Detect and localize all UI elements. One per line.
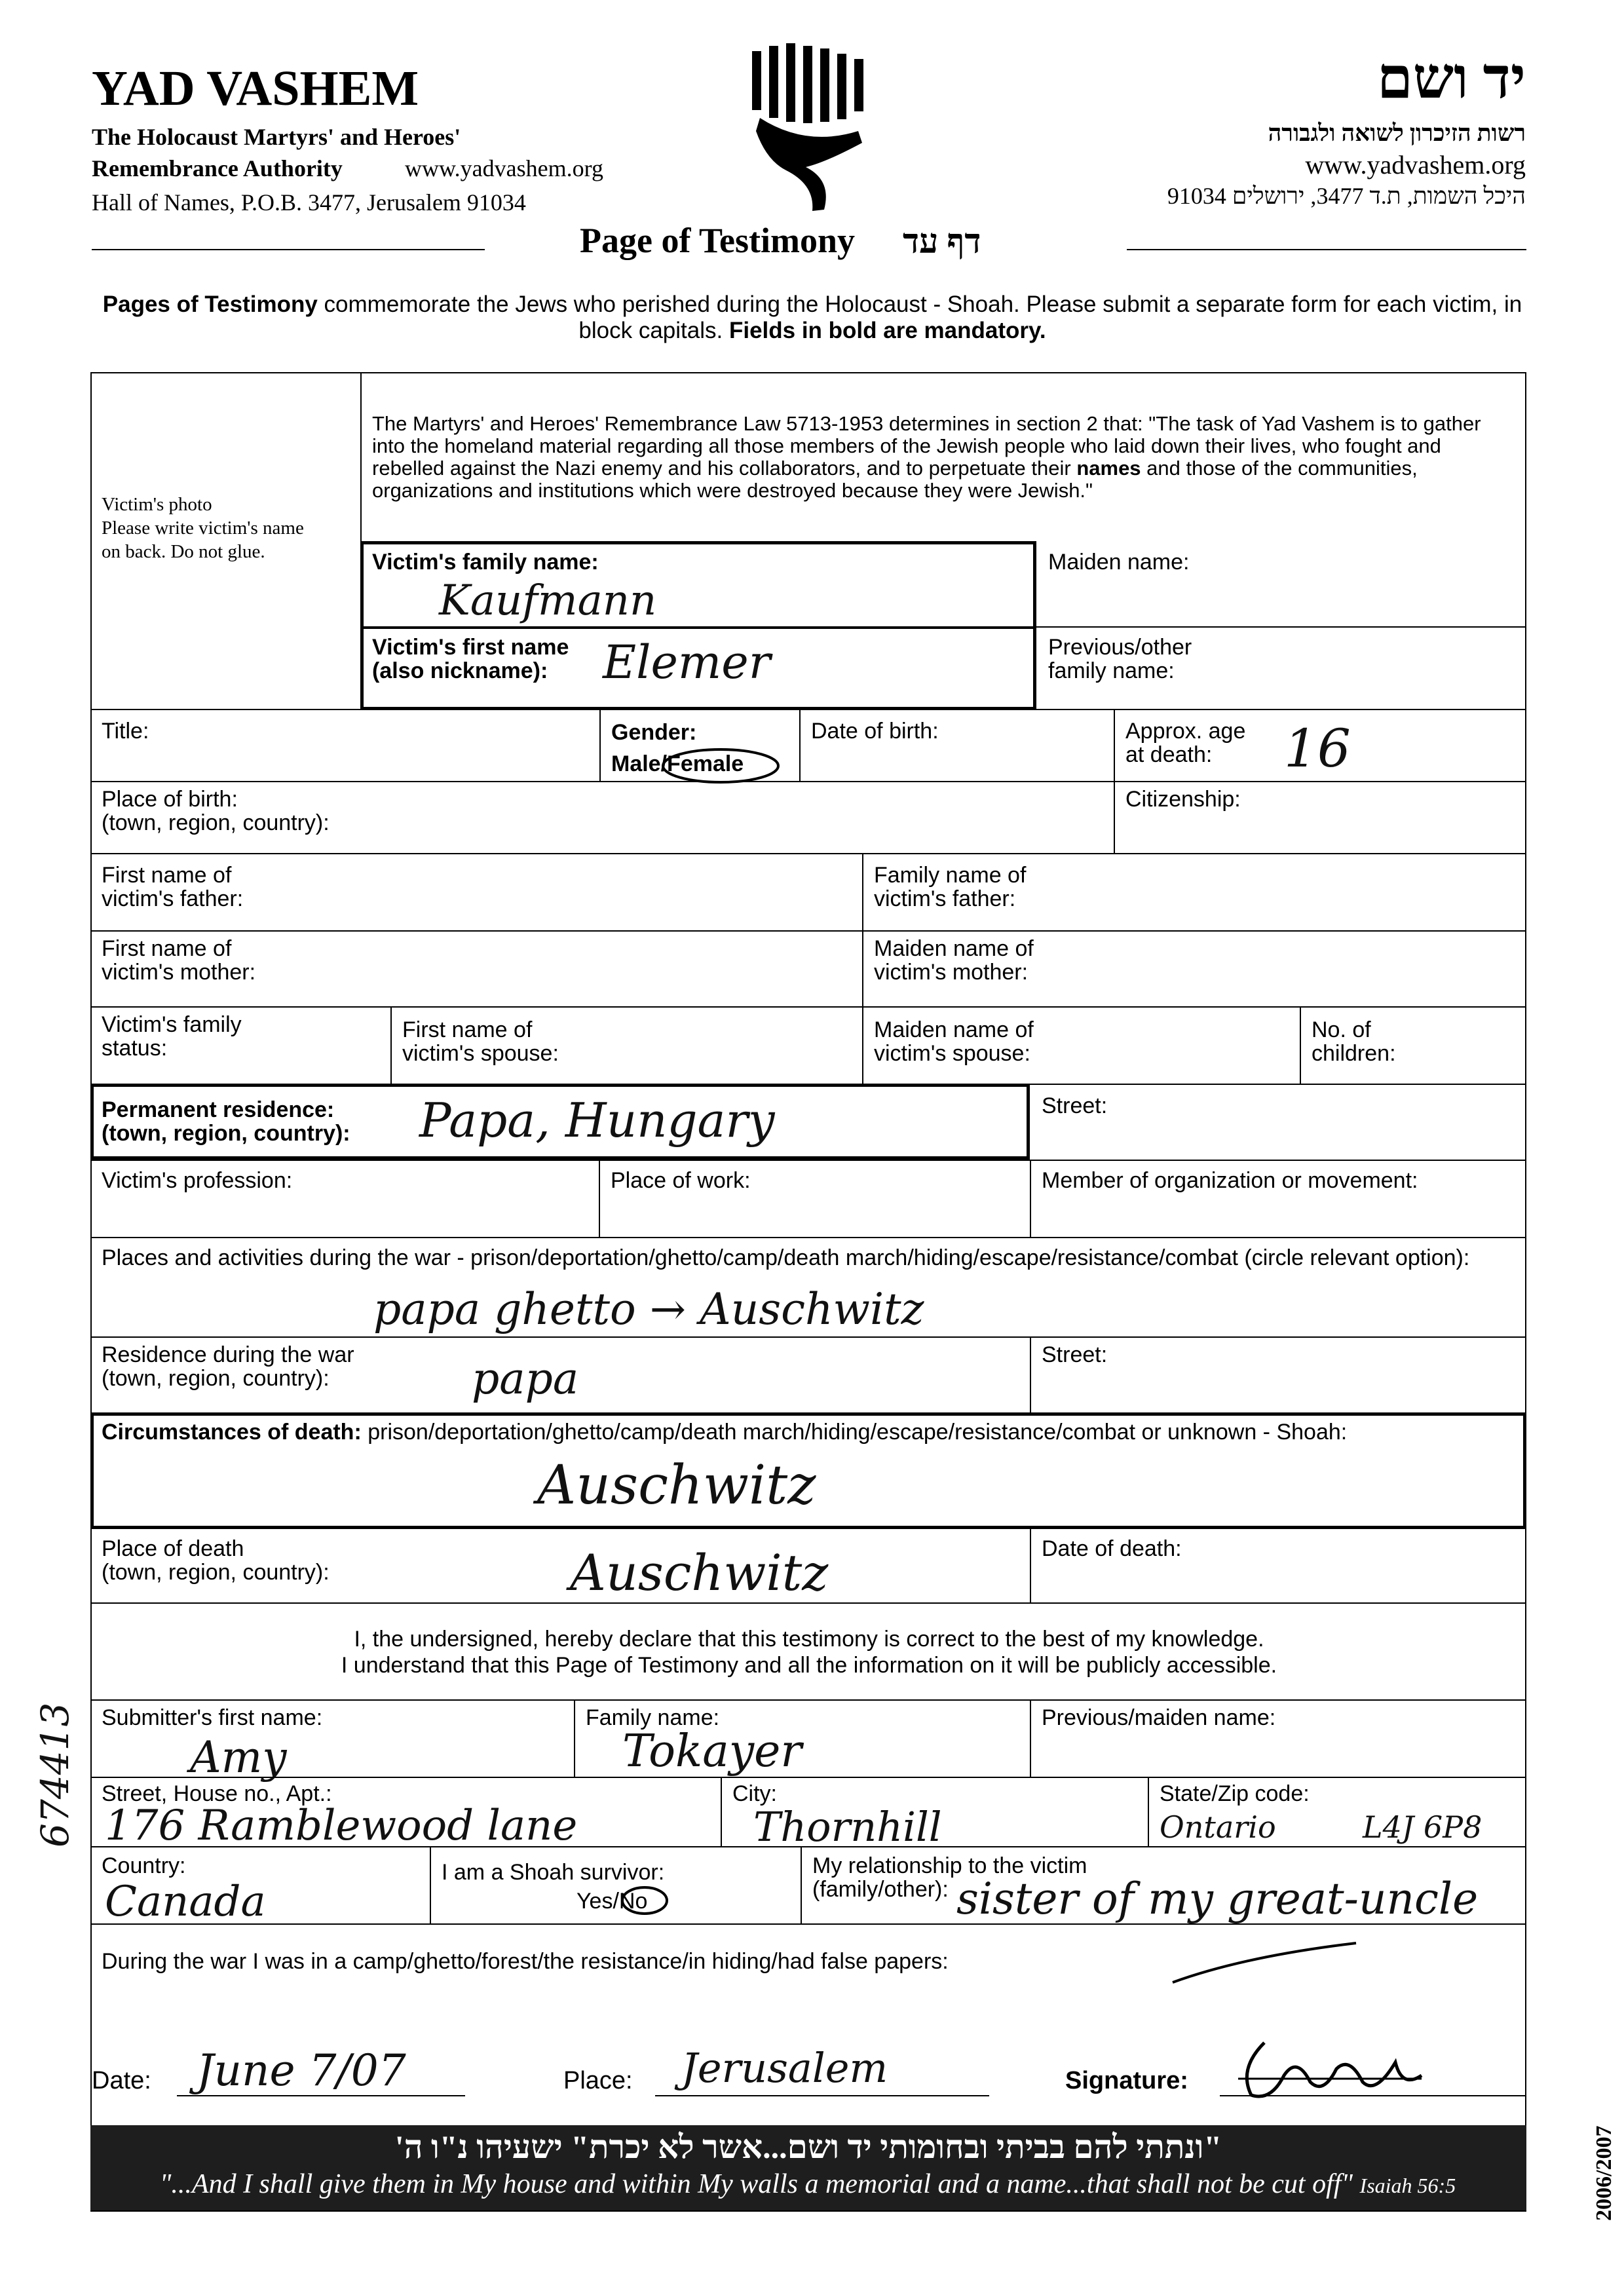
photo-instructions [102,493,304,563]
div-city [721,1777,722,1846]
pob-label-1: Place of birth: [102,787,238,812]
date-value[interactable]: June 7/07 [197,2045,406,2096]
org-name-en: YAD VASHEM [92,61,419,116]
circumstances-value[interactable]: Auschwitz [537,1454,816,1517]
div-work [599,1160,600,1237]
mother-first-label-2: victim's mother: [102,960,256,985]
previous-name-label-1: Previous/other [1048,635,1192,660]
family-name-value[interactable]: Kaufmann [439,577,657,625]
activities-value[interactable]: papa ghetto → Auschwitz [373,1284,924,1334]
age-label-1: Approx. age [1125,719,1246,744]
photo-line-1: Victim's photo [102,494,212,515]
profession-label: Victim's profession: [102,1168,293,1193]
margin-id-number: 674413 [33,1702,77,1847]
intro-lead: Pages of Testimony [102,292,318,317]
maiden-name-label: Maiden name: [1048,550,1190,575]
survivor-circle-mark [618,1884,671,1917]
survivor-label: I am a Shoah survivor: [442,1860,665,1885]
org-subtitle-1: The Holocaust Martyrs' and Heroes' [92,124,461,150]
div-sub-family [574,1699,575,1777]
children-label-1: No. of [1312,1017,1371,1042]
previous-name-label [1048,635,1192,683]
pod-label [102,1537,330,1584]
relationship-label-1: My relationship to the victim [812,1853,1087,1878]
first-name-value[interactable]: Elemer [603,635,771,689]
div-gender [599,709,601,781]
submitter-city-value[interactable]: Thornhill [753,1803,942,1851]
war-street-label: Street: [1042,1342,1108,1367]
law-text [372,413,1515,502]
org-subtitle-2: Remembrance Authority [92,155,343,181]
age-label [1125,719,1245,766]
relationship-label-2: (family/other): [812,1877,949,1902]
rule-maiden-bottom [1036,626,1526,628]
rule-row-submitter [90,1699,1526,1701]
rule-row-during-war [90,1923,1526,1925]
intro-mandatory: Fields in bold are mandatory. [728,318,1046,343]
signature-label: Signature: [1065,2067,1188,2094]
mother-first-label [102,937,255,984]
first-name-label-2: (also nickname): [372,658,548,683]
law-names: names [1076,457,1141,480]
war-residence-label-1: Residence during the war [102,1342,354,1367]
div-member [1030,1160,1031,1237]
photo-line-2: Please write victim's name [102,518,304,539]
form-title-he: דף עד [903,223,981,261]
place-value[interactable]: Jerusalem [681,2044,888,2092]
banner-source: Isaiah 56:5 [1359,2174,1456,2197]
banner-english [104,2168,1512,2200]
div-children [1300,1006,1301,1084]
div-sub-previous [1030,1699,1031,1777]
rule-row-pob [90,781,1526,782]
title-rule-right [1127,249,1526,250]
submitter-state-label: State/Zip code: [1160,1781,1310,1806]
father-first-label [102,863,243,911]
scripture-banner [90,2125,1526,2210]
website-he: www.yadvashem.org [1305,150,1526,180]
submitter-state-value[interactable]: Ontario [1160,1809,1276,1845]
previous-name-label-2: family name: [1048,658,1175,683]
photo-line-3: on back. Do not glue. [102,541,265,562]
mother-maiden-label-2: victim's mother: [874,960,1029,985]
rule-row-mother [90,930,1526,932]
dod-label: Date of death: [1042,1536,1182,1561]
submitter-first-label: Submitter's first name: [102,1705,323,1730]
submitter-first-value[interactable]: Amy [190,1732,287,1783]
submitter-street-value[interactable]: 176 Ramblewood lane [105,1802,578,1850]
rule-row-title [90,709,1526,710]
edition-mark: 2006/2007 [1592,2125,1616,2221]
date-label: Date: [92,2067,151,2094]
age-value[interactable]: 16 [1284,718,1351,779]
gender-label: Gender: [611,720,697,745]
residence-value[interactable]: Papa, Hungary [419,1093,775,1148]
survivor-options[interactable]: Yes/No [576,1889,648,1914]
family-status-label-1: Victim's family [102,1012,242,1037]
mother-maiden-label [874,937,1034,984]
family-status-label-2: status: [102,1036,168,1061]
relationship-value[interactable]: sister of my great-uncle [956,1874,1479,1924]
submitter-family-value[interactable]: Tokayer [622,1726,802,1777]
form-title: Page of Testimony [580,221,856,260]
spouse-maiden-label-1: Maiden name of [874,1017,1034,1042]
member-label: Member of organization or movement: [1042,1168,1418,1193]
address-en: Hall of Names, P.O.B. 3477, Jerusalem 91034 [92,189,526,216]
spouse-maiden-label-2: victim's spouse: [874,1041,1030,1066]
pod-label-1: Place of death [102,1536,244,1561]
declaration [92,1626,1526,1678]
spouse-first-label-1: First name of [402,1017,533,1042]
father-family-label-1: Family name of [874,863,1027,888]
div-survivor [430,1846,431,1923]
war-residence-label-2: (town, region, country): [102,1366,330,1391]
yad-vashem-logo [747,39,871,216]
declaration-line-2: I understand that this Page of Testimony and all the information on it will be publicly accessible. [341,1653,1277,1678]
war-residence-value[interactable]: papa [472,1353,579,1404]
circumstances-label [102,1420,1347,1444]
rule-row-father [90,853,1526,854]
mother-first-label-1: First name of [102,936,232,961]
div-spouse [390,1006,392,1084]
gender-circle-mark [658,746,783,786]
circumstances-label-bold: Circumstances of death: [102,1420,362,1445]
rule-row-status [90,1006,1526,1008]
gender-female[interactable]: Female [667,751,744,776]
gender-male[interactable]: Male/ [611,751,668,776]
place-label: Place: [563,2067,633,2094]
first-name-label-1: Victim's first name [372,635,569,660]
signature-scribble[interactable] [1225,2030,1435,2108]
div-dod [1030,1529,1031,1602]
spouse-first-label-2: victim's spouse: [402,1041,559,1066]
children-label-2: children: [1312,1041,1396,1066]
father-first-label-2: victim's father: [102,886,244,911]
dob-label: Date of birth: [811,719,939,744]
submitter-previous-label: Previous/maiden name: [1042,1705,1276,1730]
div-parents [862,853,863,1006]
org-name-he: יד ושם [1376,47,1526,111]
father-first-label-1: First name of [102,863,232,888]
father-family-label-2: victim's father: [874,886,1016,911]
name-box-divider [360,626,1036,629]
father-family-label [874,863,1026,911]
submitter-family-label: Family name: [586,1705,720,1730]
pod-value[interactable]: Auschwitz [570,1543,829,1602]
submitter-country-value[interactable]: Canada [105,1878,266,1926]
submitter-zip-value[interactable]: L4J 6P8 [1363,1809,1482,1845]
div-dob [799,709,801,781]
war-residence-label [102,1343,354,1390]
residence-label [102,1098,350,1145]
family-status-label [102,1013,242,1060]
rule-row-profession [90,1160,1526,1161]
div-war-street [1030,1336,1031,1414]
citizenship-label: Citizenship: [1125,787,1241,812]
intro-text [98,292,1526,344]
pen-stroke-mark [1166,1930,1363,1989]
mother-maiden-label-1: Maiden name of [874,936,1034,961]
rule-residence-right [1030,1084,1526,1085]
rule-row-war-res [90,1336,1526,1338]
submitter-street-label: Street, House no., Apt.: [102,1781,332,1806]
submitter-country-label: Country: [102,1853,186,1878]
circumstances-label-rest: prison/deportation/ghetto/camp/death march/hiding/escape/resistance/combat or unknown - Shoah: [361,1420,1348,1445]
address-he: היכל השמות, ת.ד 3477, ירושלים 91034 [1167,183,1526,209]
intro-body: commemorate the Jews who perished during the Holocaust - Shoah. Please submit a separate form for each victim, in block capitals. [317,292,1522,343]
law-body: The Martyrs' and Heroes' Remembrance Law 5713-1953 determines in section 2 that: "The task of Yad Vashem is to gather into the homeland material regarding all those members of the Jewish people who laid down their lives, who fought and rebelled against the Nazi enemy and his collaborators, and to perpetuate their [372,412,1481,480]
work-label: Place of work: [611,1168,751,1193]
during-war-label: During the war I was in a camp/ghetto/forest/the resistance/in hiding/had false papers: [102,1949,949,1974]
street-label: Street: [1042,1093,1108,1118]
banner-english-quote: "...And I shall give them in My house and within My walls a memorial and a name...that shall not be cut off" [159,2169,1353,2199]
rule-row-country [90,1846,1526,1847]
activities-label: Places and activities during the war - prison/deportation/ghetto/camp/death march/hiding/escape/resistance/combat (circle relevant option): [102,1245,1470,1270]
spouse-first-label [402,1018,559,1065]
age-label-2: at death: [1125,742,1213,767]
rule-row-activities [90,1237,1526,1238]
banner-hebrew: "ונתתי להם בביתי ובחומותי יד ושם...אשר לא יכרת" ישעיהו נ"ו ה' [394,2128,1222,2165]
pob-label [102,787,330,835]
place-underline [655,2095,989,2096]
div-state [1148,1777,1149,1846]
org-subtitle-he: רשות הזיכרון לשואה ולגבורה [1268,120,1526,146]
declaration-line-1: I, the undersigned, hereby declare that this testimony is correct to the best of my knowledge. [354,1627,1264,1652]
submitter-city-label: City: [732,1781,777,1806]
pod-label-2: (town, region, country): [102,1560,330,1585]
website-en: www.yadvashem.org [405,155,603,181]
residence-label-2: (town, region, country): [102,1121,350,1146]
pob-label-2: (town, region, country): [102,810,330,835]
rule-row-declaration [90,1602,1526,1604]
rule-row-address [90,1777,1526,1778]
family-name-label: Victim's family name: [372,550,599,575]
title-rule-left [92,249,485,250]
div-relationship [801,1846,802,1923]
title-label: Title: [102,719,149,744]
law-body-end: and those of the communities, organizations and institutions which were destroyed because they were Jewish." [372,457,1418,502]
spouse-maiden-label [874,1018,1034,1065]
div-spouse-maiden [862,1006,863,1084]
children-label [1312,1018,1396,1065]
first-name-label [372,635,569,683]
residence-label-1: Permanent residence: [102,1097,335,1122]
